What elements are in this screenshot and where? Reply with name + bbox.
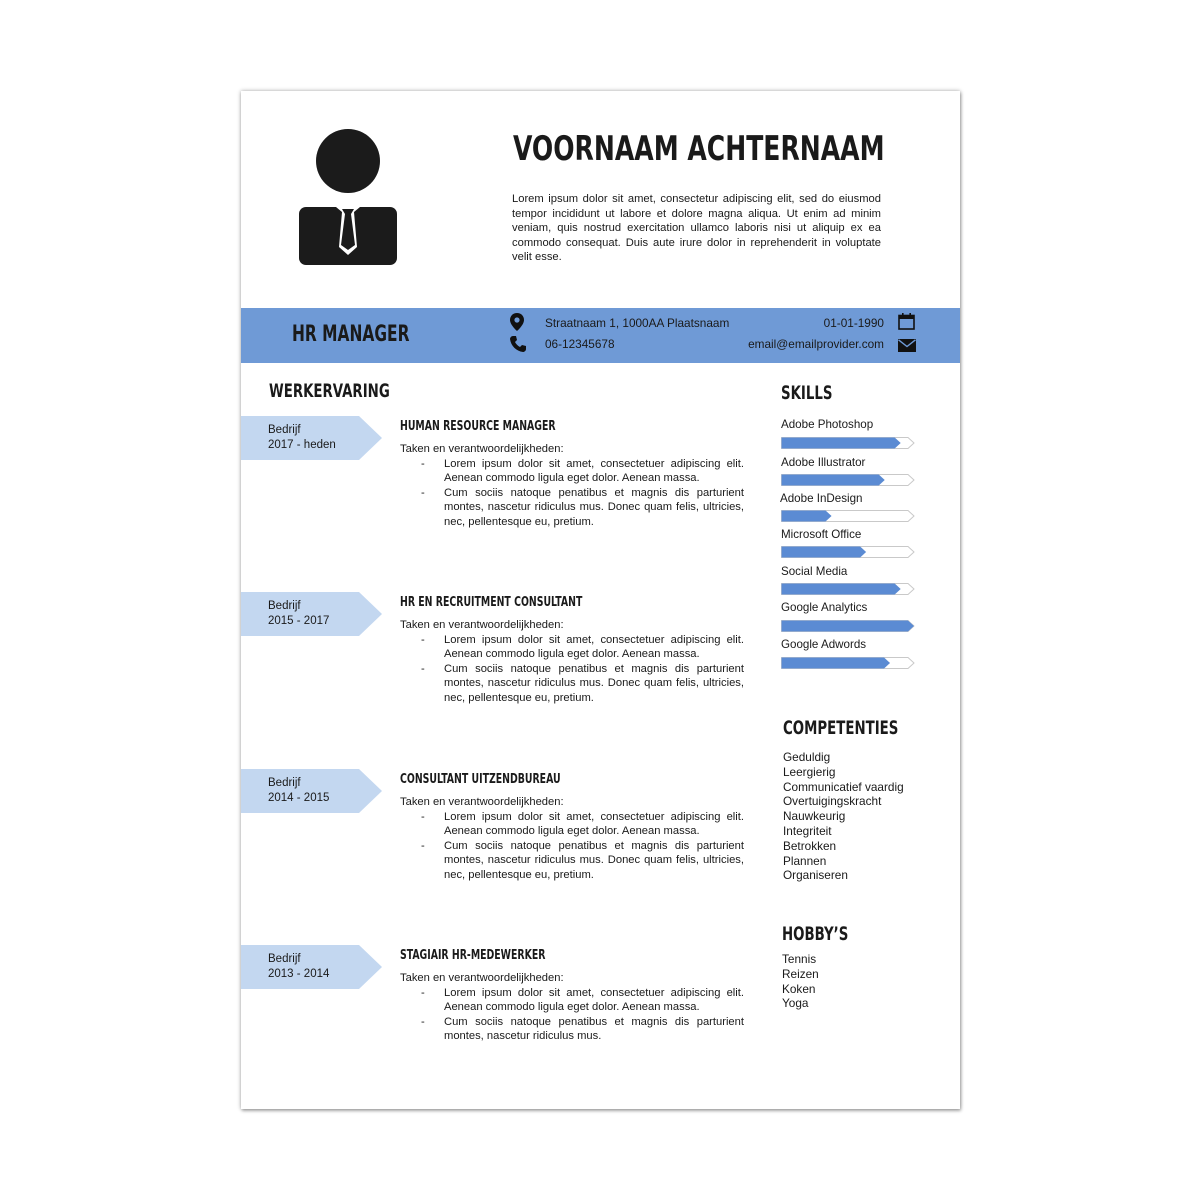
skill-level-fill [782, 658, 891, 669]
job-duties [400, 971, 744, 1044]
job-duties [400, 795, 744, 883]
competency-item: Organiseren [783, 868, 848, 883]
skill-label: Microsoft Office [781, 528, 862, 541]
competency-item: Overtuigingskracht [783, 794, 882, 809]
period-badge [241, 416, 383, 460]
competency-item: Integriteit [783, 823, 832, 838]
duties-lead: Taken en verantwoordelijkheden: [400, 619, 564, 631]
hobby-item: Koken [782, 981, 816, 996]
skill-level-bar [781, 437, 917, 450]
skill-label: Adobe Illustrator [781, 456, 866, 469]
hobbies-list [782, 952, 819, 1011]
employment-period: 2017 - heden [268, 438, 336, 451]
hobby-item: Yoga [782, 996, 809, 1011]
phone-number: 06-12345678 [545, 337, 615, 351]
full-name: VOORNAAM ACHTERNAAM [513, 129, 885, 169]
skill-label: Google Adwords [781, 638, 867, 651]
address: Straatnaam 1, 1000AA Plaatsnaam [545, 316, 730, 330]
employment-period: 2015 - 2017 [268, 614, 330, 627]
envelope-icon [898, 339, 916, 352]
skills-heading: SKILLS [781, 382, 833, 404]
skill-level-bar [781, 657, 917, 670]
duty-item: - Cum sociis natoque penatibus et magnis dis parturient montes, nascetur ridiculus mus. Donec quam felis, ultricies, nec, pellentesque eu, pretium. [421, 662, 744, 706]
location-pin-icon [510, 313, 524, 331]
job-title: HR EN RECRUITMENT CONSULTANT [400, 595, 583, 610]
hobby-item: Tennis [782, 952, 817, 966]
duty-item: - Lorem ipsum dolor sit amet, consectetuer adipiscing elit. Aenean commodo ligula eget dolor. Aenean massa. [421, 633, 744, 662]
skill-level-bar [781, 620, 917, 633]
duties-lead: Taken en verantwoordelijkheden: [400, 796, 564, 808]
duties-lead: Taken en verantwoordelijkheden: [400, 443, 564, 455]
period-badge [241, 945, 383, 989]
skill-level-fill [782, 621, 915, 632]
skill-label: Social Media [781, 565, 848, 578]
skill-label: Adobe Photoshop [781, 418, 874, 431]
employment-period: 2014 - 2015 [268, 791, 330, 804]
competency-item: Geduldig [783, 750, 831, 764]
job-duties [400, 442, 744, 530]
job-role: HR MANAGER [292, 322, 410, 347]
skill-level-bar [781, 474, 917, 487]
skill-level-bar [781, 583, 917, 596]
job-title: STAGIAIR HR-MEDEWERKER [400, 948, 546, 963]
person-with-tie-icon [299, 128, 399, 266]
hobbies-heading: HOBBY’S [782, 923, 849, 945]
competency-item: Leergierig [783, 764, 836, 779]
competency-item: Plannen [783, 853, 827, 868]
job-duties [400, 618, 744, 706]
skill-level-fill [782, 584, 901, 595]
skill-level-bar [781, 510, 917, 523]
skill-label: Adobe InDesign [780, 492, 863, 505]
employment-period: 2013 - 2014 [268, 967, 330, 980]
skill-level-fill [782, 511, 832, 522]
job-title: HUMAN RESOURCE MANAGER [400, 419, 556, 434]
competency-item: Betrokken [783, 838, 837, 853]
intro-text: Lorem ipsum dolor sit amet, consectetur adipiscing elit, sed do eiusmod tempor incididunt ut labore et dolore magna aliqua. Ut enim ad minim veniam, quis nostrud exercitation ullamco laboris nisi ut aliquip ex ea commodo consequat. Duis aute irure dolor in reprehenderit in voluptate velit esse. [512, 193, 881, 264]
duties-lead: Taken en verantwoordelijkheden: [400, 972, 564, 984]
duty-item: - Cum sociis natoque penatibus et magnis dis parturient montes, nascetur ridiculus mus. Donec quam felis, ultricies, nec, pellentesque eu, pretium. [421, 839, 744, 883]
duty-item: - Lorem ipsum dolor sit amet, consectetuer adipiscing elit. Aenean commodo ligula eget dolor. Aenean massa. [421, 986, 744, 1015]
email-address: email@emailprovider.com [748, 337, 884, 351]
skill-level-fill [782, 438, 901, 449]
duty-item: - Cum sociis natoque penatibus et magnis dis parturient montes, nascetur ridiculus mus. [421, 1015, 744, 1044]
skill-level-bar [781, 546, 917, 559]
period-badge [241, 769, 383, 813]
company-name: Bedrijf [268, 953, 301, 965]
duty-item: - Lorem ipsum dolor sit amet, consectetuer adipiscing elit. Aenean commodo ligula eget dolor. Aenean massa. [421, 457, 744, 486]
contact-band [241, 308, 960, 363]
period-badge [241, 592, 383, 636]
skill-label: Google Analytics [781, 601, 868, 614]
company-name: Bedrijf [268, 777, 301, 789]
competencies-heading: COMPETENTIES [783, 717, 899, 739]
competency-item: Communicatief vaardig [783, 779, 904, 794]
job-title: CONSULTANT UITZENDBUREAU [400, 772, 561, 787]
duty-item: - Lorem ipsum dolor sit amet, consectetuer adipiscing elit. Aenean commodo ligula eget dolor. Aenean massa. [421, 810, 744, 839]
duty-item: - Cum sociis natoque penatibus et magnis dis parturient montes, nascetur ridiculus mus. Donec quam felis, ultricies, nec, pellentesque eu, pretium. [421, 486, 744, 530]
resume-page [241, 91, 960, 1109]
skill-level-fill [782, 547, 867, 558]
company-name: Bedrijf [268, 600, 301, 612]
experience-heading: WERKERVARING [269, 380, 390, 402]
skill-level-fill [782, 475, 885, 486]
competency-item: Nauwkeurig [783, 809, 846, 824]
phone-icon [510, 336, 526, 352]
company-name: Bedrijf [268, 424, 301, 436]
calendar-icon [898, 313, 915, 330]
birthdate: 01-01-1990 [823, 316, 884, 330]
competencies-list [783, 750, 904, 883]
hobby-item: Reizen [782, 966, 819, 981]
